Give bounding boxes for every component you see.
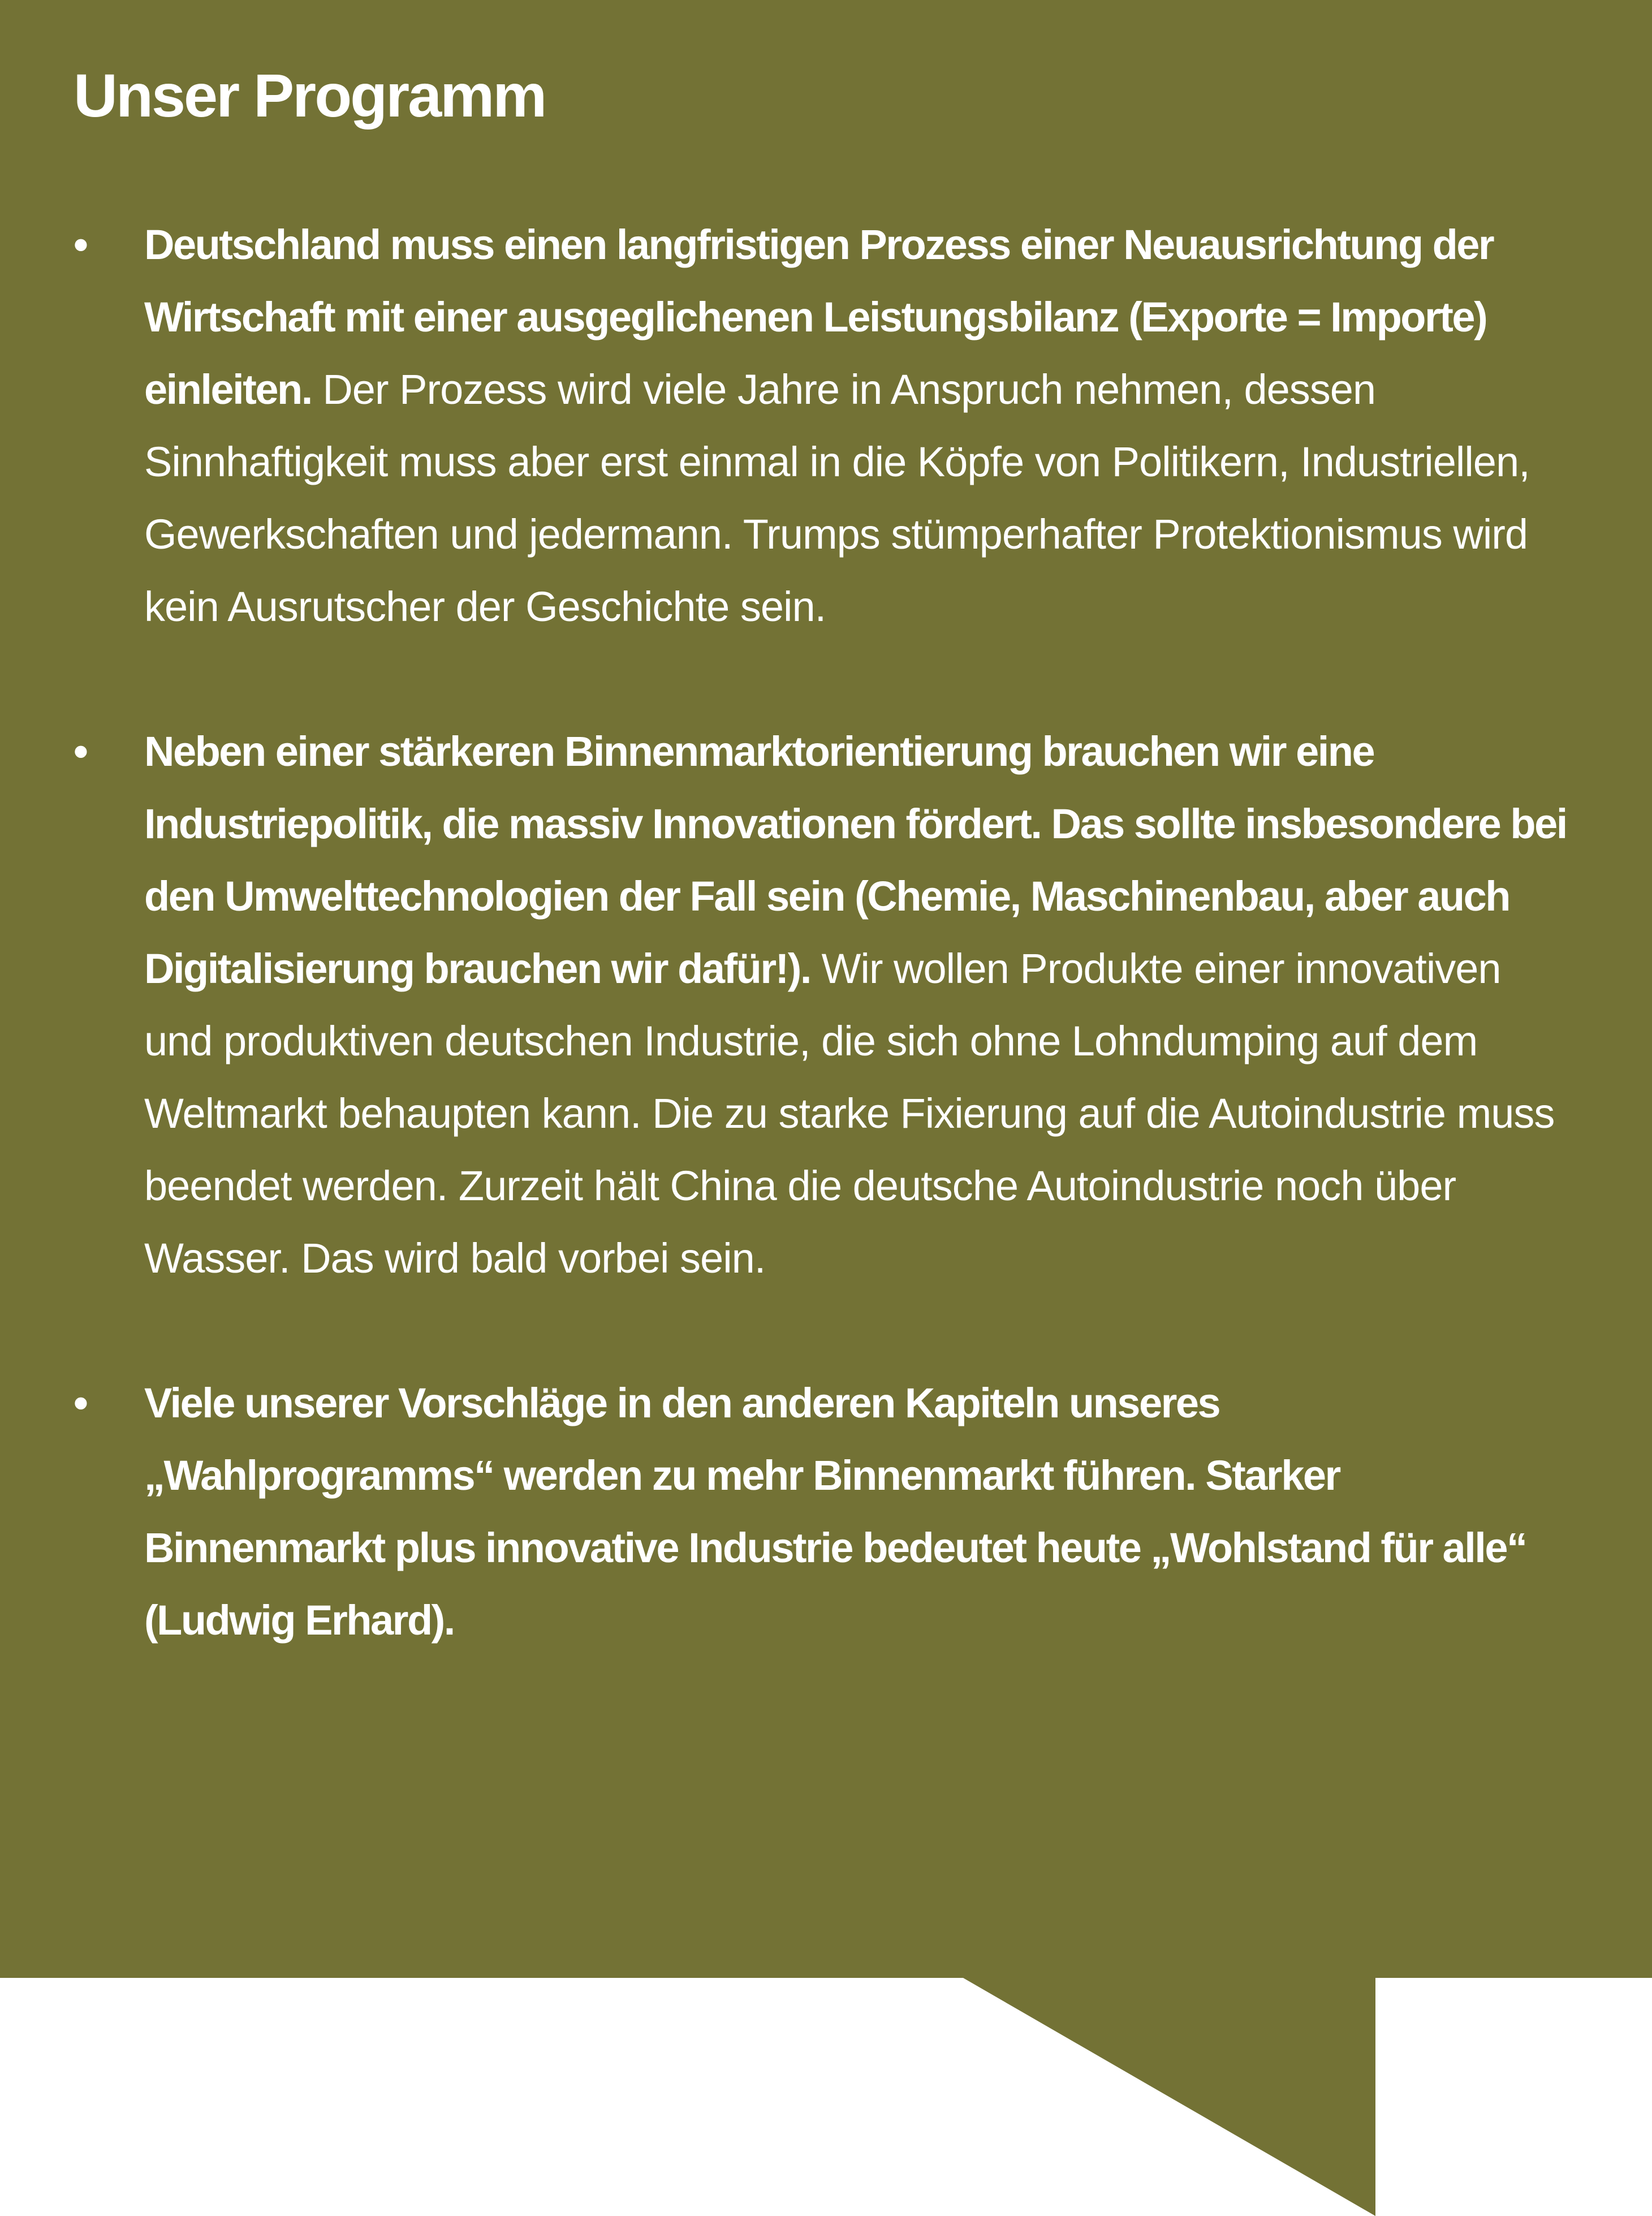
list-item bbox=[74, 715, 1578, 1295]
list-item bbox=[74, 209, 1578, 643]
bullet-point: • bbox=[74, 727, 88, 775]
item-regular-text: Wir wollen Produkte einer innovativen und produktiven deutschen Industrie, die sich ohne Lohndumping auf dem Weltmarkt behaupten kann. Die zu starke Fixierung auf die Autoindustrie muss beendet werden. Zurzeit hält China die deutsche Autoindustrie noch über Wasser. Das wird bald vorbei sein. bbox=[144, 945, 1555, 1282]
content-area bbox=[74, 62, 1578, 1729]
item-bold-text: Deutschland muss einen langfristigen Prozess einer Neuausrichtung der Wirtschaft mit einer ausgeglichenen Leistungsbilanz (Exporte = Importe) einleiten. bbox=[144, 221, 1494, 413]
program-list bbox=[74, 209, 1578, 1657]
item-regular-text: Der Prozess wird viele Jahre in Anspruch nehmen, dessen Sinnhaftigkeit muss aber erst einmal in die Köpfe von Politikern, Industriellen, Gewerkschaften und jedermann. Trumps stümperhafter Protektionismus wird kein Ausrutscher der Geschichte sein. bbox=[144, 365, 1530, 630]
page-title: Unser Programm bbox=[74, 61, 546, 130]
item-bold-text: Viele unserer Vorschläge in den anderen Kapiteln unseres „Wahlprogramms“ werden zu mehr Binnenmarkt führen. Starker Binnenmarkt plus innovative Industrie bedeutet heute „Wohlstand für alle“ (Ludwig Erhard). bbox=[144, 1379, 1526, 1644]
item-bold-text: Neben einer stärkeren Binnenmarktorientierung brauchen wir eine Industriepolitik, die massiv Innovationen fördert. Das sollte insbesondere bei den Umwelttechnologien der Fall sein (Chemie, Maschinenbau, aber auch Digitalisierung brauchen wir dafür!). bbox=[144, 727, 1567, 992]
bullet-point: • bbox=[74, 1379, 88, 1426]
list-item bbox=[74, 1367, 1578, 1657]
bullet-point: • bbox=[74, 221, 88, 268]
